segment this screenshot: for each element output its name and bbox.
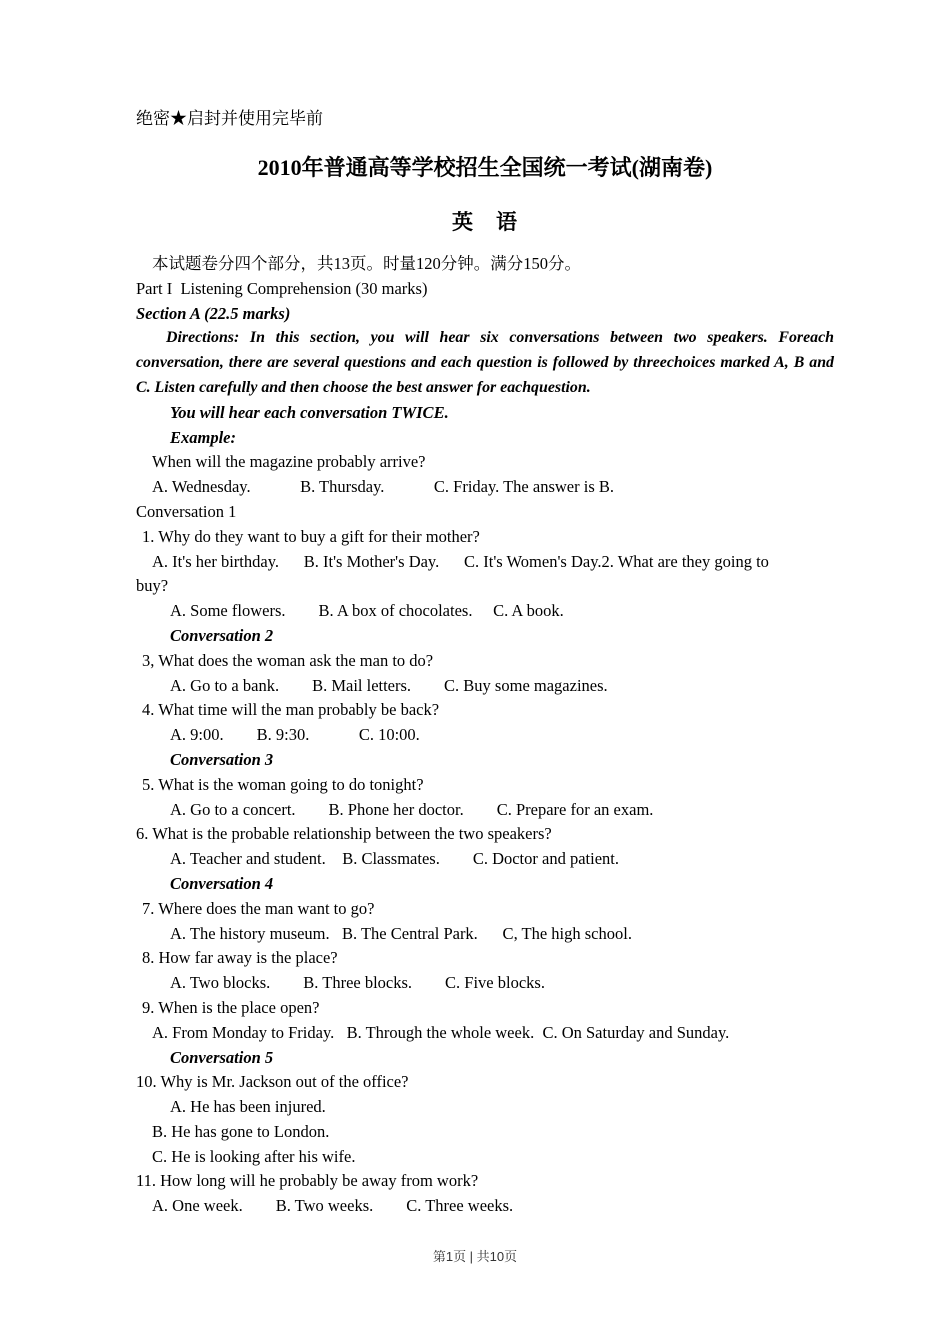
question-10-option-a: A. He has been injured.	[170, 1097, 326, 1117]
question-9: 9. When is the place open?	[142, 997, 320, 1017]
conversation-3-heading: Conversation 3	[170, 749, 274, 769]
question-6: 6. What is the probable relationship between the two speakers?	[136, 824, 552, 844]
question-10-option-b: B. He has gone to London.	[152, 1121, 330, 1141]
example-label: Example:	[170, 427, 236, 447]
question-4-options: A. 9:00. B. 9:30. C. 10:00.	[170, 725, 420, 745]
question-5-options: A. Go to a concert. B. Phone her doctor. C. Prepare for an exam.	[170, 799, 654, 819]
exam-body	[136, 252, 838, 1219]
subject-title: 英 语	[452, 210, 518, 234]
page-footer: 第1页 | 共10页	[432, 1249, 518, 1264]
question-8: 8. How far away is the place?	[142, 948, 338, 968]
question-7-options: A. The history museum. B. The Central Park. C, The high school.	[170, 923, 632, 943]
question-7: 7. Where does the man want to go?	[142, 898, 375, 918]
part-heading: Part I Listening Comprehension (30 marks)	[136, 278, 428, 298]
question-2-options: A. Some flowers. B. A box of chocolates. C. A book.	[170, 601, 564, 621]
question-1: 1. Why do they want to buy a gift for their mother?	[142, 526, 480, 546]
directions-paragraph: Directions: In this section, you will hear six conversations between two speakers. Foreach conversation, there are several questions and each question is followed by threechoices marked A, B and C. Listen carefully and then choose the best answer for eachquestion.	[136, 329, 838, 396]
section-heading: Section A (22.5 marks)	[136, 303, 291, 323]
question-9-options: A. From Monday to Friday. B. Through the whole week. C. On Saturday and Sunday.	[152, 1022, 730, 1042]
example-question: When will the magazine probably arrive?	[152, 452, 426, 472]
question-10-option-c: C. He is looking after his wife.	[152, 1146, 356, 1166]
question-3: 3, What does the woman ask the man to do?	[142, 650, 434, 670]
conversation-2-heading: Conversation 2	[170, 625, 274, 645]
exam-title: 2010年普通高等学校招生全国统一考试(湖南卷)	[257, 155, 713, 180]
question-3-options: A. Go to a bank. B. Mail letters. C. Buy some magazines.	[170, 675, 608, 695]
question-8-options: A. Two blocks. B. Three blocks. C. Five blocks.	[170, 973, 545, 993]
secrecy-notice: 绝密★启封并使用完毕前	[136, 109, 323, 128]
question-2-continuation: buy?	[136, 576, 169, 596]
conversation-4-heading: Conversation 4	[170, 873, 274, 893]
conversation-5-heading: Conversation 5	[170, 1047, 274, 1067]
question-11-options: A. One week. B. Two weeks. C. Three weeks.	[152, 1196, 514, 1216]
twice-note: You will hear each conversation TWICE.	[170, 402, 449, 422]
question-5: 5. What is the woman going to do tonight?	[142, 774, 424, 794]
question-6-options: A. Teacher and student. B. Classmates. C. Doctor and patient.	[170, 849, 619, 869]
intro-line: 本试题卷分四个部分，共13页。时量120分钟。满分150分。	[152, 254, 581, 273]
conversation-1-heading: Conversation 1	[136, 501, 237, 521]
question-10: 10. Why is Mr. Jackson out of the office?	[136, 1072, 409, 1092]
question-11: 11. How long will he probably be away from work?	[136, 1171, 479, 1191]
question-4: 4. What time will the man probably be back?	[142, 700, 440, 720]
example-options: A. Wednesday. B. Thursday. C. Friday. The answer is B.	[152, 477, 614, 497]
question-1-options: A. It's her birthday. B. It's Mother's Day. C. It's Women's Day.2. What are they going to	[152, 551, 769, 571]
